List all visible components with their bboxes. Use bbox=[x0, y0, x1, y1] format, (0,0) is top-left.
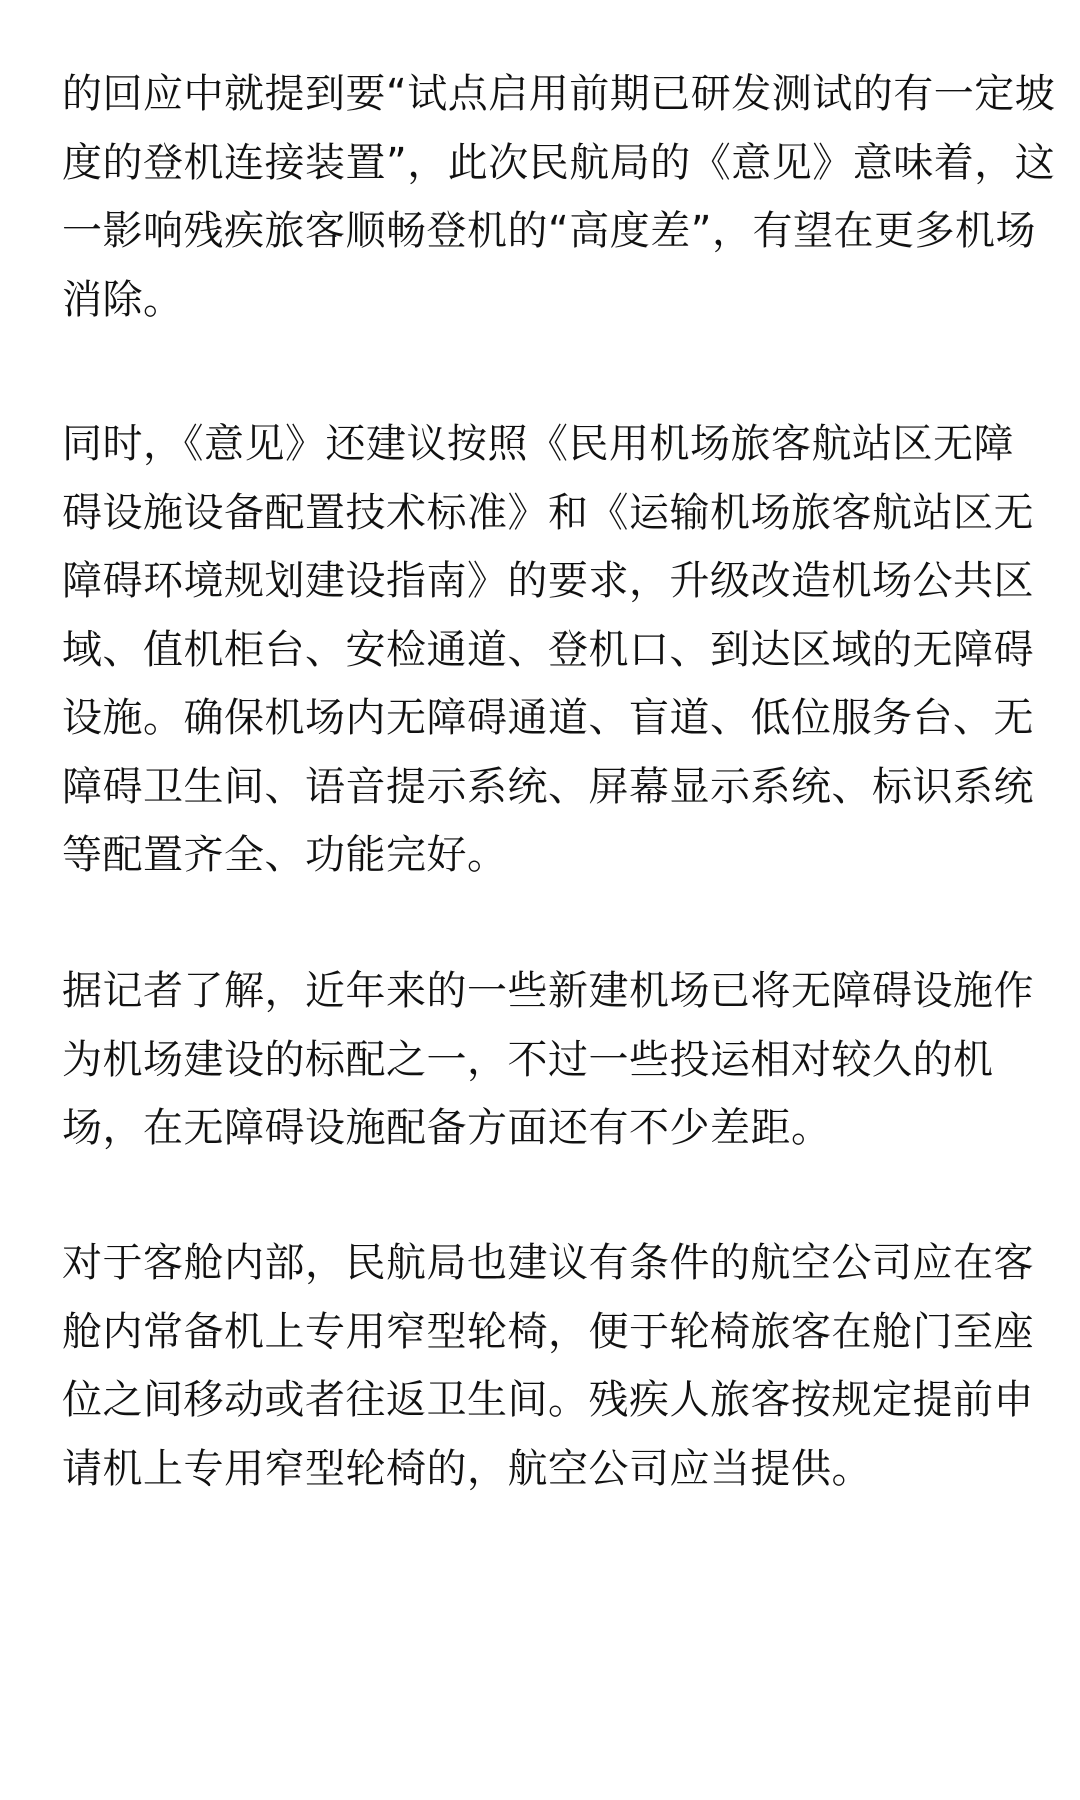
text-line: 请机上专用窄型轮椅的，航空公司应当提供。 bbox=[62, 1445, 872, 1492]
text-line: 一影响残疾旅客顺畅登机的“高度差”，有望在更多机场 bbox=[62, 208, 1036, 254]
paragraph-4 bbox=[62, 1229, 1034, 1503]
text-line: 域、值机柜台、安检通道、登机口、到达区域的无障碍 bbox=[62, 626, 1034, 673]
paragraph-3 bbox=[62, 957, 1034, 1163]
text-line: 为机场建设的标配之一，不过一些投运相对较久的机 bbox=[62, 1036, 994, 1083]
text-line: 障碍卫生间、语音提示系统、屏幕显示系统、标识系统 bbox=[62, 763, 1034, 810]
text-line: 舱内常备机上专用窄型轮椅，便于轮椅旅客在舱门至座 bbox=[62, 1308, 1034, 1355]
text-line: 据记者了解，近年来的一些新建机场已将无障碍设施作 bbox=[62, 968, 1034, 1014]
text-line: 等配置齐全、功能完好。 bbox=[62, 832, 508, 878]
paragraph-2 bbox=[62, 410, 1034, 890]
text-line: 消除。 bbox=[62, 276, 184, 323]
text-line: 对于客舱内部，民航局也建议有条件的航空公司应在客 bbox=[62, 1240, 1034, 1286]
text-line: 障碍环境规划建设指南》的要求，升级改造机场公共区 bbox=[62, 558, 1034, 604]
text-line: 度的登机连接装置”，此次民航局的《意见》意味着，这 bbox=[62, 139, 1056, 186]
text-line: 同时，《意见》还建议按照《民用机场旅客航站区无障 bbox=[62, 421, 1014, 467]
paragraph-1 bbox=[62, 60, 1055, 334]
text-line: 碍设施设备配置技术标准》和《运输机场旅客航站区无 bbox=[62, 489, 1034, 536]
text-line: 位之间移动或者往返卫生间。残疾人旅客按规定提前申 bbox=[62, 1377, 1034, 1423]
text-line: 设施。确保机场内无障碍通道、盲道、低位服务台、无 bbox=[62, 695, 1034, 741]
text-line: 场，在无障碍设施配备方面还有不少差距。 bbox=[62, 1105, 832, 1151]
text-line: 的回应中就提到要“试点启用前期已研发测试的有一定坡 bbox=[62, 71, 1056, 117]
